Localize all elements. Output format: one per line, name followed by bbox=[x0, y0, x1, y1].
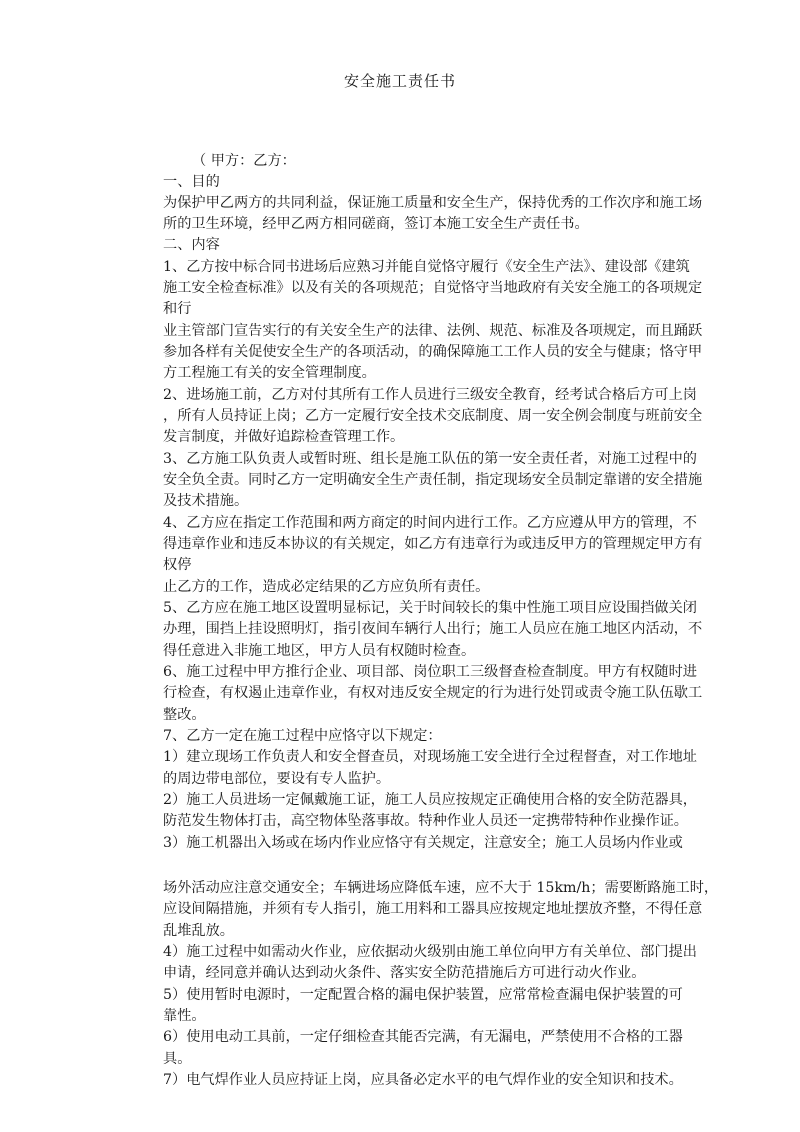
text-line: 和行 bbox=[163, 301, 192, 317]
text-line: 权停 bbox=[163, 557, 192, 573]
text-line: 为保护甲乙两方的共同利益，保证施工质量和安全生产，保持优秀的工作次序和施工场 bbox=[163, 195, 703, 211]
text-line: 5、乙方应在施工地区设置明显标记，关于时间较长的集中性施工项目应设围挡做关闭 bbox=[163, 600, 697, 616]
text-line: 参加各样有关促使安全生产的各项活动，的确保障施工工作人员的安全与健康；恪守甲 bbox=[163, 344, 703, 360]
text-line: 止乙方的工作，造成必定结果的乙方应负所有责任。 bbox=[163, 579, 490, 595]
text-line: 靠性。 bbox=[163, 1008, 206, 1024]
text-line: 得任意进入非施工地区，甲方人员有权随时检查。 bbox=[163, 643, 476, 659]
text-line: 申请，经同意并确认达到动火条件、落实安全防范措施后方可进行动火作业。 bbox=[163, 965, 646, 981]
text-line: 1、乙方按中标合同书进场后应熟习并能自觉恪守履行《安全生产法》、建设部《建筑 bbox=[163, 259, 690, 275]
text-line: 的周边带电部位，要设有专人监护。 bbox=[163, 771, 391, 787]
text-line: 整改。 bbox=[163, 707, 206, 723]
text-line: 2）施工人员进场一定佩戴施工证，施工人员应按规定正确使用合格的安全防范器具， bbox=[163, 792, 697, 808]
text-line: 方工程施工有关的安全管理制度。 bbox=[163, 365, 376, 381]
text-line: 发言制度，并做好追踪检查管理工作。 bbox=[163, 429, 405, 445]
text-line: 防范发生物体打击，高空物体坠落事故。特种作业人员还一定携带特种作业操作证。 bbox=[163, 813, 688, 829]
text-line: 业主管部门宣告实行的有关安全生产的法律、法例、规范、标准及各项规定，而且踊跃 bbox=[163, 323, 703, 339]
text-line: 3）施工机器出入场或在场内作业应恪守有关规定，注意安全；施工人员场内作业或 bbox=[163, 835, 683, 851]
text-line: 办理，围挡上挂设照明灯，指引夜间车辆行人出行；施工人员应在施工地区内活动，不 bbox=[163, 621, 703, 637]
text-line: 应设间隔措施，并须有专人指引，施工用料和工器具应按规定地址摆放齐整，不得任意 bbox=[163, 901, 703, 917]
text-line: 所的卫生环境，经甲乙两方相同磋商，签订本施工安全生产责任书。 bbox=[163, 216, 589, 232]
text-line: 二、内容 bbox=[163, 237, 220, 253]
text-line: 3、乙方施工队负责人或暂时班、组长是施工队伍的第一安全责任者，对施工过程中的 bbox=[163, 451, 697, 467]
text-line: 2、进场施工前，乙方对付其所有工作人员进行三级安全教育，经考试合格后方可上岗 bbox=[163, 387, 697, 403]
text-line: 7）电气焊作业人员应持证上岗，应具备必定水平的电气焊作业的安全知识和技术。 bbox=[163, 1072, 683, 1088]
text-line: 得违章作业和违反本协议的有关规定，如乙方有违章行为或违反甲方的管理规定甲方有 bbox=[163, 536, 703, 552]
text-line: 及技术措施。 bbox=[163, 493, 249, 509]
text-line: 具。 bbox=[163, 1051, 192, 1067]
text-line: 施工安全检查标准》以及有关的各项规范；自觉恪守当地政府有关安全施工的各项规定 bbox=[163, 280, 703, 296]
text-line: ，所有人员持证上岗；乙方一定履行安全技术交底制度、周一安全例会制度与班前安全 bbox=[163, 408, 703, 424]
text-line: 1）建立现场工作负责人和安全督查员，对现场施工安全进行全过程督查，对工作地址 bbox=[163, 749, 697, 765]
text-line: 行检查，有权遏止违章作业，有权对违反安全规定的行为进行处罚或责令施工队伍歇工 bbox=[163, 685, 703, 701]
document-title: 安全施工责任书 bbox=[343, 72, 456, 90]
text-line: 安全负全责。同时乙方一定明确安全生产责任制，指定现场安全员制定靠谱的安全措施 bbox=[163, 472, 703, 488]
text-line: 乱堆乱放。 bbox=[163, 923, 234, 939]
text-line: 6）使用电动工具前，一定仔细检查其能否完满，有无漏电，严禁使用不合格的工器 bbox=[163, 1029, 683, 1045]
text-line: 4、乙方应在指定工作范围和两方商定的时间内进行工作。乙方应遵从甲方的管理，不 bbox=[163, 515, 697, 531]
text-line: 4）施工过程中如需动火作业，应依据动火级别由施工单位向甲方有关单位、部门提出 bbox=[163, 944, 697, 960]
text-line: （ 甲方：乙方： bbox=[192, 153, 296, 169]
text-line: 7、乙方一定在施工过程中应恪守以下规定： bbox=[163, 728, 442, 744]
text-line: 6、施工过程中甲方推行企业、项目部、岗位职工三级督查检查制度。甲方有权随时进 bbox=[163, 664, 697, 680]
text-line: 一、目的 bbox=[163, 174, 220, 190]
text-line: 场外活动应注意交通安全；车辆进场应降低车速，应不大于 15km/h；需要断路施工时， bbox=[163, 880, 719, 896]
text-line: 5）使用暂时电源时，一定配置合格的漏电保护装置，应常常检查漏电保护装置的可 bbox=[163, 987, 683, 1003]
